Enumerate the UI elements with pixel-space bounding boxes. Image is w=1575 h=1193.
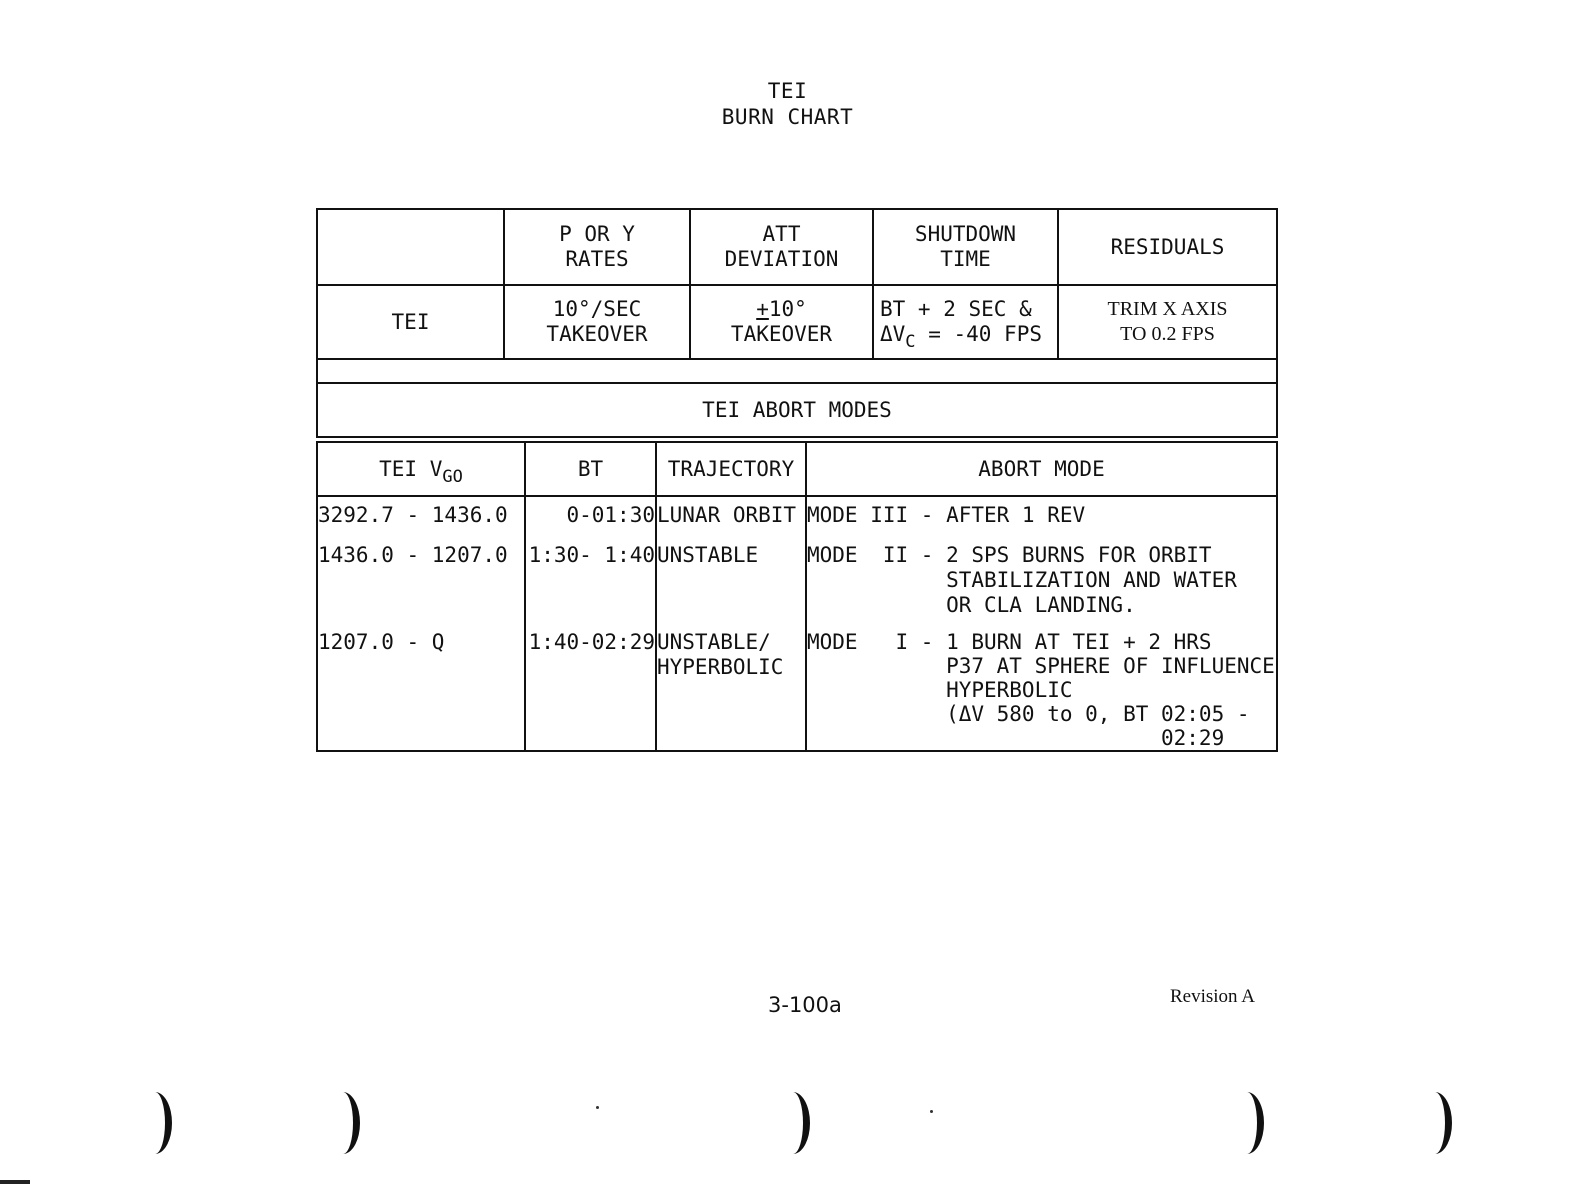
burn-chart-table [316,208,1278,438]
title-line-2: BURN CHART [721,105,854,129]
binder-hole-icon [776,1092,810,1154]
header-tei-vgo: TEI $V_{GO}$ [317,442,525,496]
plus-minus-sign: + [756,297,769,321]
trajectory-row-2: UNSTABLE [657,543,759,567]
vgo-column [317,496,525,751]
header-blank [317,209,504,285]
bt-row-1: 0-01:30 [566,503,655,527]
vgo-row-1: 3292.7 - 1436.0 [318,503,508,527]
vgo-row-2: 1436.0 - 1207.0 [318,543,508,567]
header-att-deviation: ATT DEVIATION [690,209,873,285]
header-rates: P OR Y RATES [504,209,690,285]
scan-speck [930,1110,933,1113]
page-number: 3-100a [768,993,842,1017]
binder-hole-icon [326,1092,360,1154]
trajectory-row-3: UNSTABLE/ HYPERBOLIC [657,630,784,679]
rates-value: 10°/SEC TAKEOVER [504,285,690,359]
mode-row-3: MODE I - 1 BURN AT TEI + 2 HRS P37 AT SPHERE OF INFLUENCE HYPERBOLIC (ΔV 580 to 0, BT 02:05 - 02:29 [807,630,1275,750]
abort-mode-column [806,496,1277,751]
header-residuals: RESIDUALS [1058,209,1277,285]
abort-modes-title: TEI ABORT MODES [317,383,1277,437]
mode-row-2: MODE II - 2 SPS BURNS FOR ORBIT STABILIZATION AND WATER OR CLA LANDING. [807,543,1237,617]
mode-row-1: MODE III - AFTER 1 REV [807,503,1086,527]
scan-edge-mark [0,1180,30,1184]
scan-speck [596,1106,599,1109]
att-deviation-value: +10° TAKEOVER [690,285,873,359]
trajectory-row-1: LUNAR ORBIT [657,503,797,527]
binder-hole-icon [1418,1092,1452,1154]
shutdown-time-value: BT + 2 SEC & $\Delta V_C = -40$ FPS [873,285,1058,359]
abort-modes-table [316,441,1278,752]
header-shutdown-time: SHUTDOWN TIME [873,209,1058,285]
trajectory-column [656,496,806,751]
binder-hole-icon [1230,1092,1264,1154]
bt-row-3: 1:40-02:29 [528,630,655,654]
bt-row-2: 1:30- 1:40 [528,543,655,567]
revision-label: Revision A [1170,986,1255,1007]
header-bt: BT [525,442,656,496]
vgo-row-3: 1207.0 - Q [318,630,445,654]
residuals-value: TRIM X AXIS TO 0.2 FPS [1058,285,1277,359]
binder-hole-icon [138,1092,172,1154]
title-line-1: TEI [767,79,808,103]
page-title [0,78,1575,130]
table-spacer [317,359,1277,383]
bt-column [525,496,656,751]
row-label-tei: TEI [317,285,504,359]
header-abort-mode: ABORT MODE [806,442,1277,496]
header-trajectory: TRAJECTORY [656,442,806,496]
